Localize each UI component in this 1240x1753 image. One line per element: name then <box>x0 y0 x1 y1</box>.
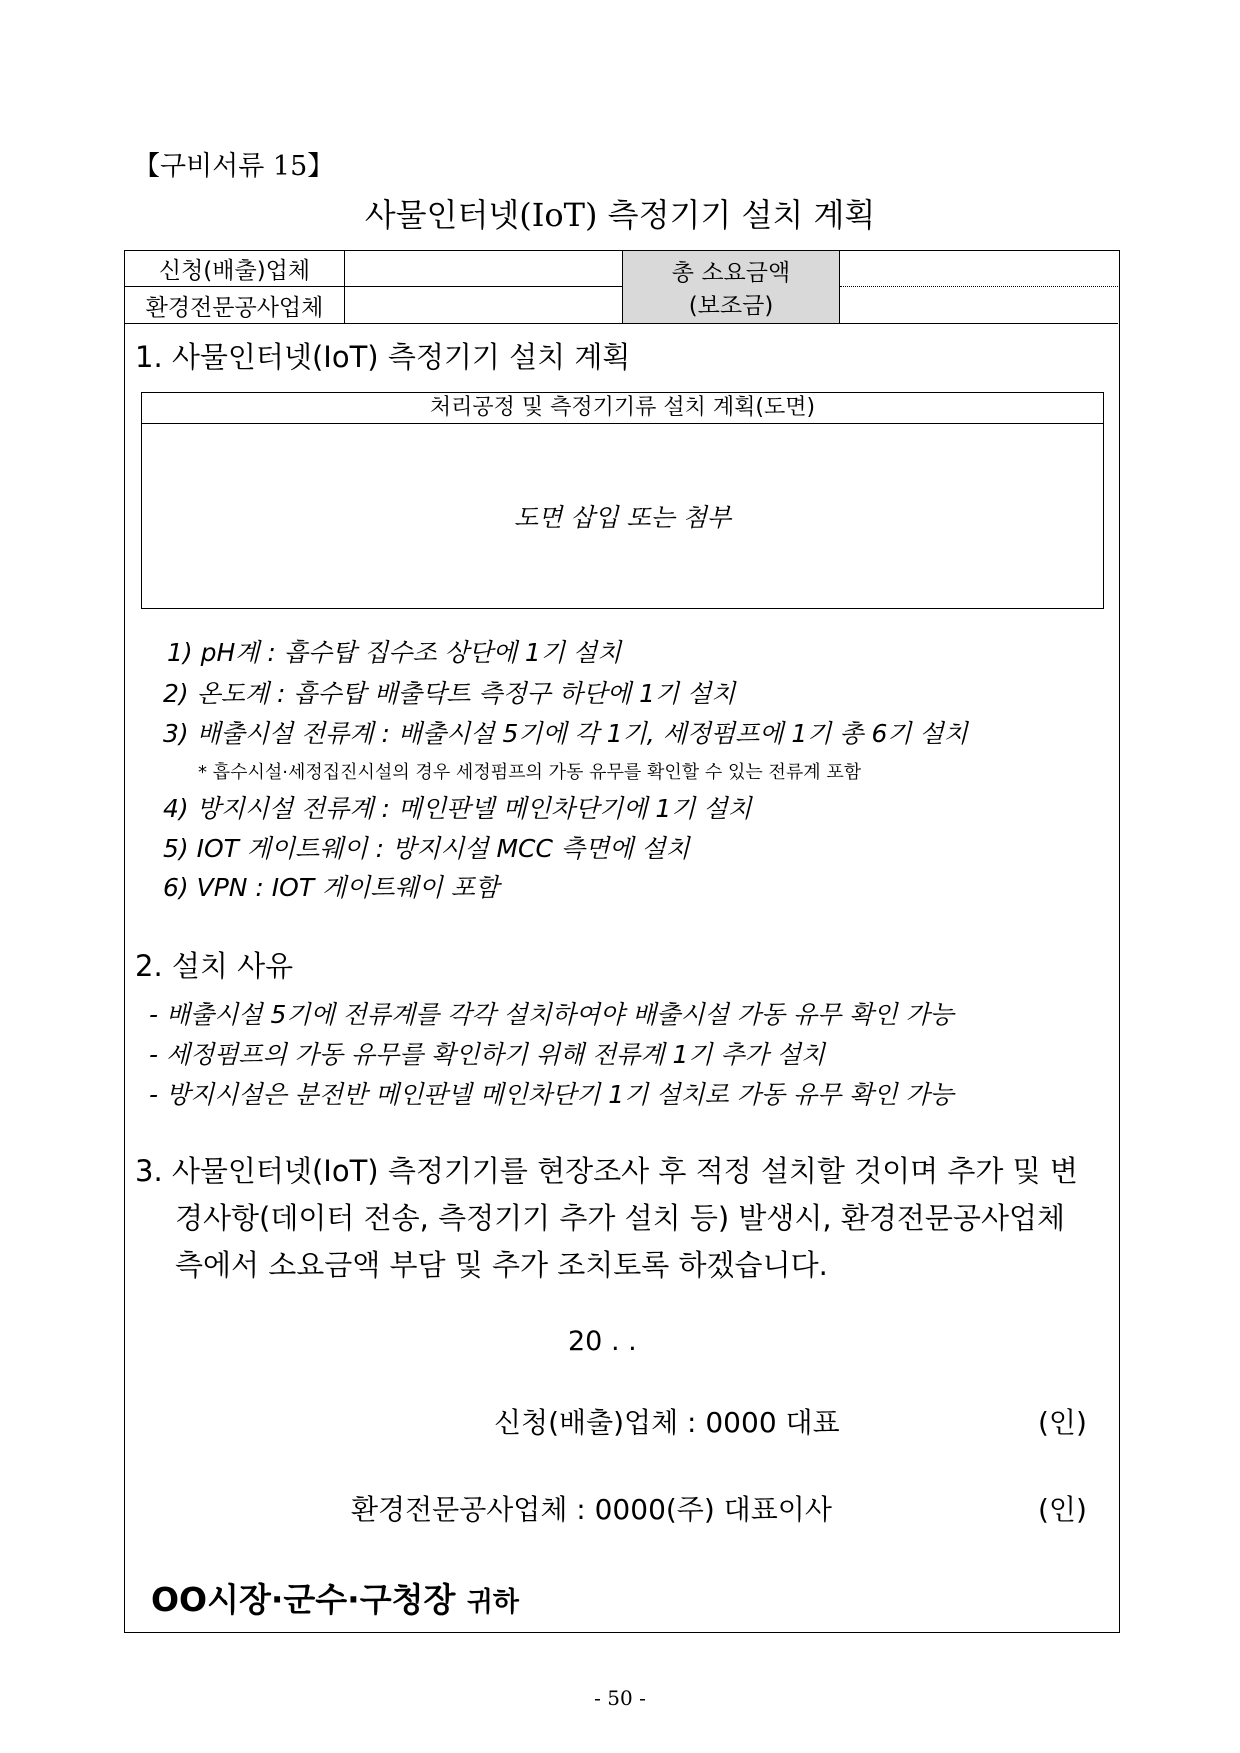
plan-item-5: 5) IOT 게이트웨이 : 방지시설 MCC 측면에 설치 <box>163 834 690 863</box>
total-cost-label <box>623 251 840 323</box>
plan-item-2: 2) 온도계 : 흡수탑 배출닥트 측정구 하단에 1기 설치 <box>163 679 736 708</box>
contractor-label: 환경전문공사업체 <box>125 287 345 323</box>
page-number: - 50 - <box>594 1686 646 1710</box>
section3-line-2: 경사항(데이터 전송, 측정기기 추가 설치 등) 발생시, 환경전문공사업체 <box>175 1201 1065 1235</box>
plan-item-3: 3) 배출시설 전류계 : 배출시설 5기에 각 1기, 세정펌프에 1기 총 6기 설치 <box>163 719 968 748</box>
addressee-suffix: 귀하 <box>466 1587 519 1618</box>
section3-line-1: 3. 사물인터넷(IoT) 측정기기를 현장조사 후 적정 설치할 것이며 추가 및 변 <box>135 1154 1078 1188</box>
contractor-seal: (인) <box>1038 1493 1087 1526</box>
section1-heading: 1. 사물인터넷(IoT) 측정기기 설치 계획 <box>135 340 631 374</box>
plan-item-4: 4) 방지시설 전류계 : 메인판넬 메인차단기에 1기 설치 <box>163 794 752 823</box>
document-label: 【구비서류 15】 <box>133 151 335 182</box>
section2-heading: 2. 설치 사유 <box>135 949 294 983</box>
addressee <box>151 1574 519 1621</box>
section3-line-3: 측에서 소요금액 부담 및 추가 조치토록 하겠습니다. <box>175 1248 828 1282</box>
applicant-seal: (인) <box>1038 1406 1087 1439</box>
subsidy-field[interactable] <box>840 287 1118 323</box>
addressee-name: OO시장·군수·구청장 <box>151 1580 456 1619</box>
plan-box-placeholder: 도면 삽입 또는 첨부 <box>513 503 732 532</box>
contractor-field[interactable] <box>345 287 623 323</box>
applicant-signature: 신청(배출)업체 : 0000 대표 <box>494 1406 840 1439</box>
reason-item-1: - 배출시설 5기에 전류계를 각각 설치하여야 배출시설 가동 유무 확인 가능 <box>149 1000 954 1029</box>
page-title: 사물인터넷(IoT) 측정기기 설치 계획 <box>364 196 876 234</box>
plan-box-header: 처리공정 및 측정기기류 설치 계획(도면) <box>142 393 1103 424</box>
total-cost-field[interactable] <box>840 251 1118 287</box>
plan-item-1: 1) pH계 : 흡수탑 집수조 상단에 1기 설치 <box>167 638 622 667</box>
reason-item-2: - 세정펌프의 가동 유무를 확인하기 위해 전류계 1기 추가 설치 <box>149 1040 826 1069</box>
plan-drawing-box <box>141 392 1104 609</box>
applicant-label: 신청(배출)업체 <box>125 251 345 287</box>
form-frame <box>124 250 1120 1633</box>
section3-paragraph <box>135 1148 1110 1289</box>
date-line: 20 . . <box>568 1326 637 1357</box>
applicant-field[interactable] <box>345 251 623 287</box>
total-cost-label-line1: 총 소요금액 <box>671 260 791 286</box>
total-cost-label-line2: (보조금) <box>688 293 774 319</box>
plan-item-note: * 흡수시설·세정집진시설의 경우 세정펌프의 가동 유무를 확인할 수 있는 전류계 포함 <box>198 762 862 783</box>
reason-item-3: - 방지시설은 분전반 메인판넬 메인차단기 1기 설치로 가동 유무 확인 가능 <box>149 1080 954 1109</box>
header-table <box>125 251 1118 324</box>
plan-item-6: 6) VPN : IOT 게이트웨이 포함 <box>163 873 500 902</box>
contractor-signature: 환경전문공사업체 : 0000(주) 대표이사 <box>351 1493 832 1526</box>
